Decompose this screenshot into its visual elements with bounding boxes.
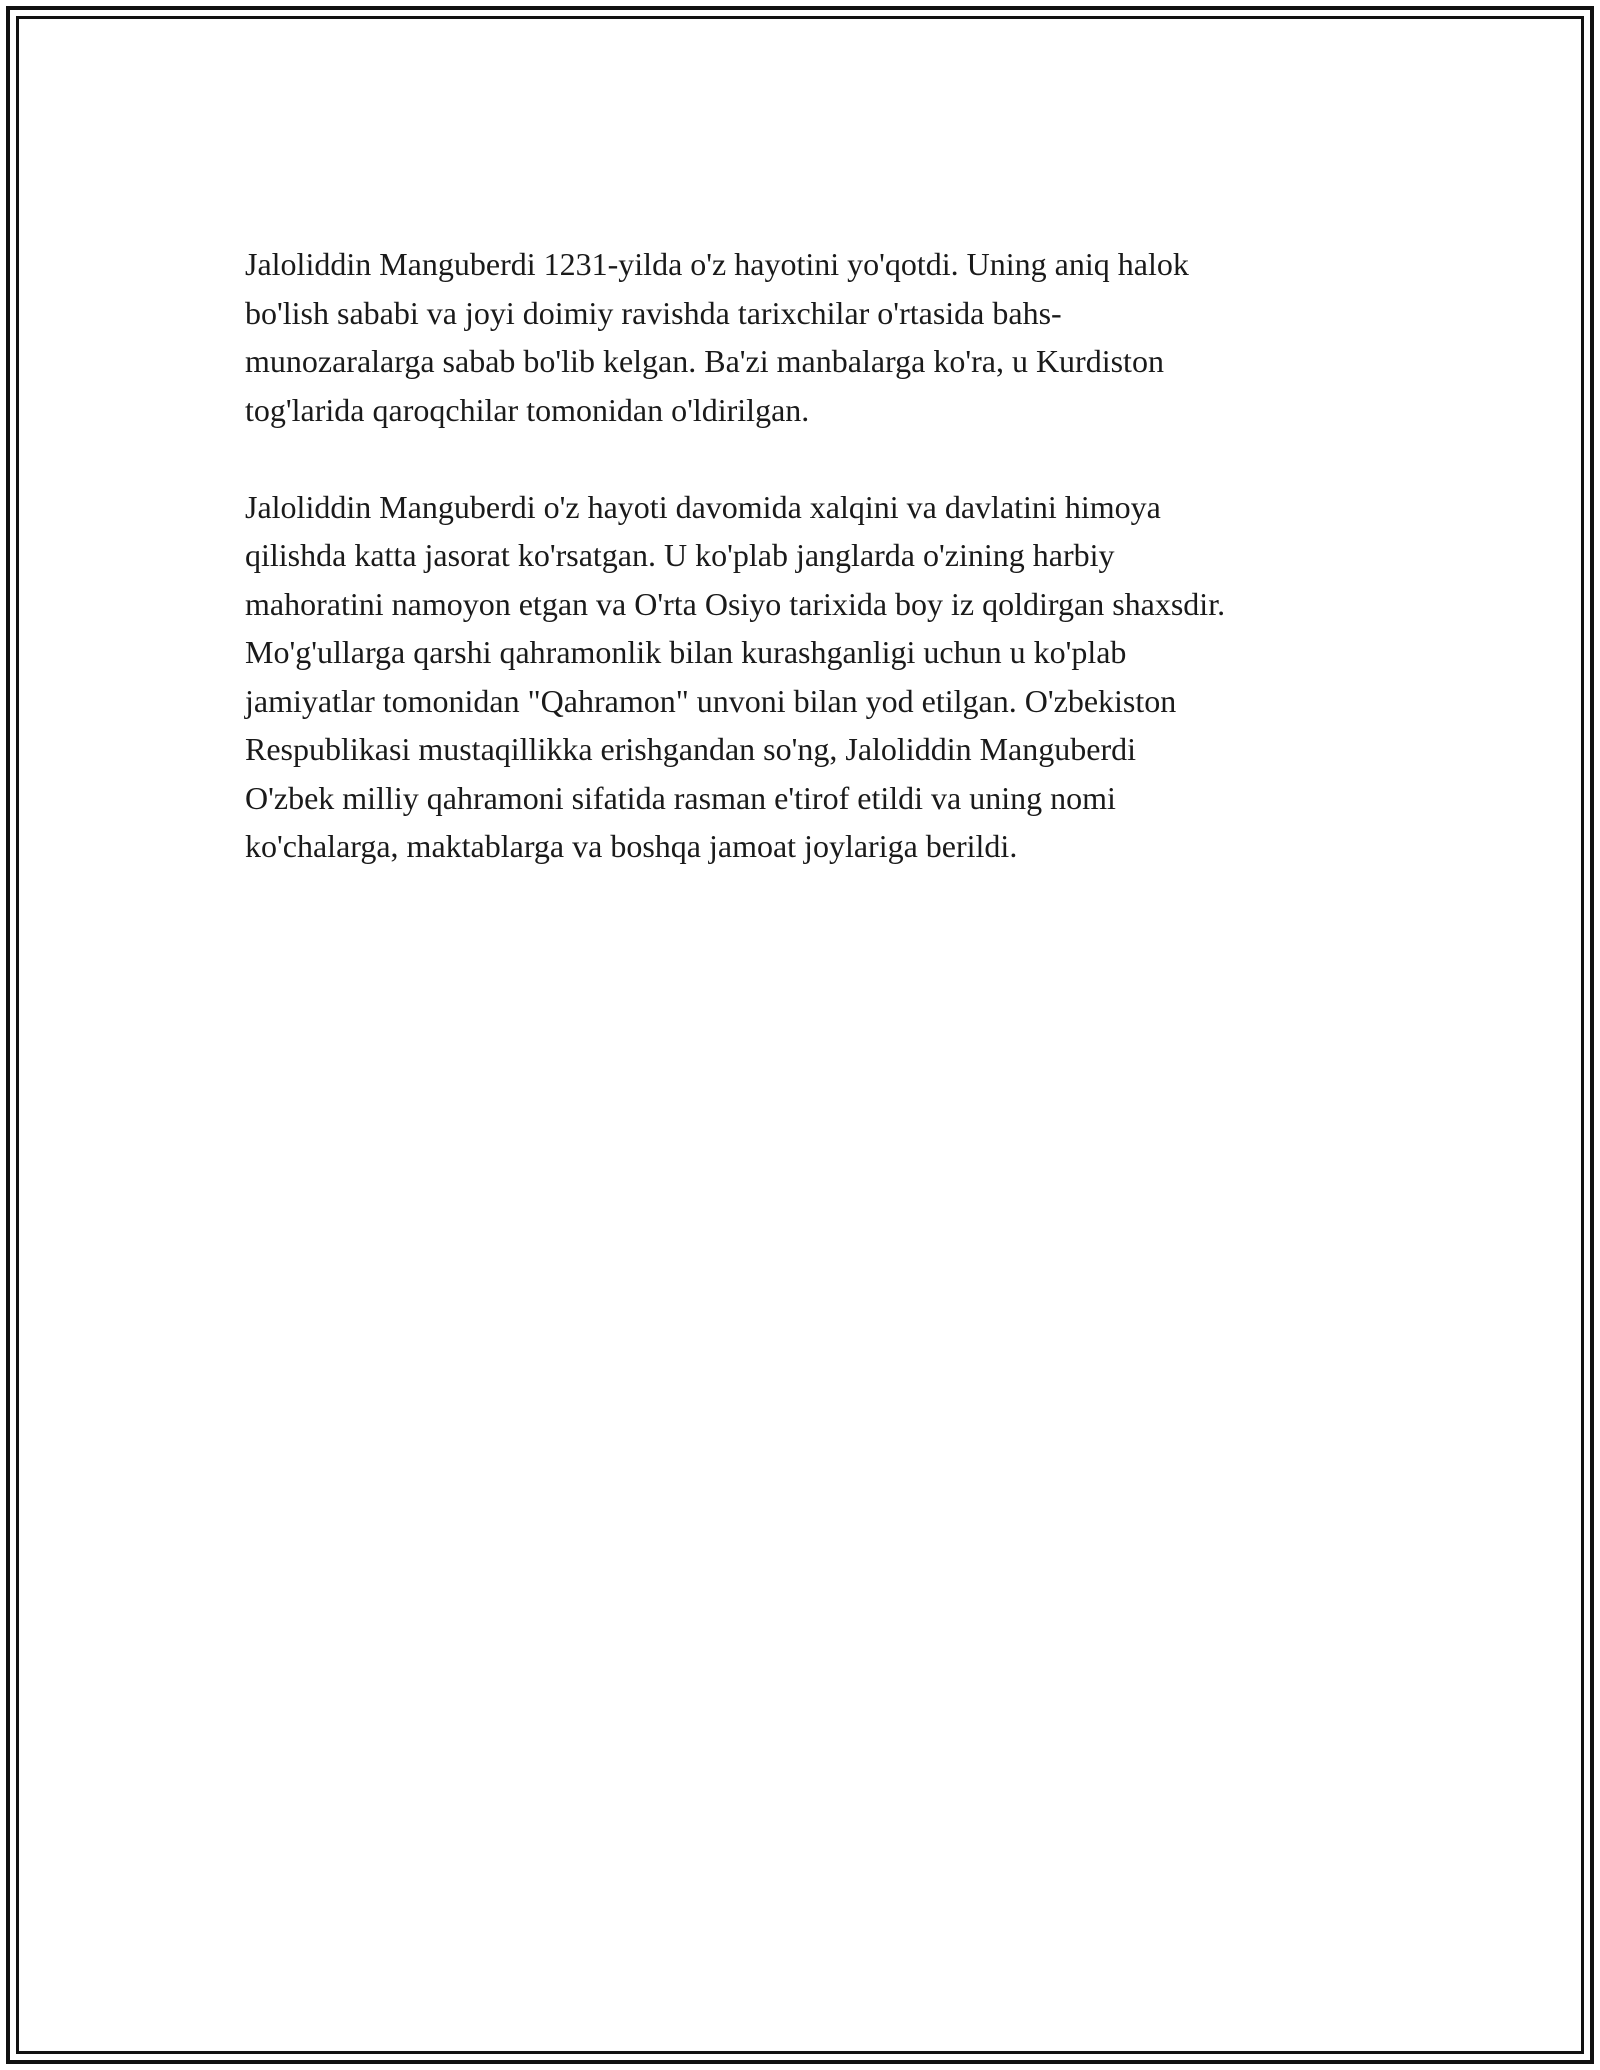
text-line: qilishda katta jasorat ko'rsatgan. U ko'plab janglarda o'zining harbiy — [245, 537, 1115, 573]
text-line: tog'larida qaroqchilar tomonidan o'ldirilgan. — [245, 391, 810, 428]
text-line: Mo'g'ullarga qarshi qahramonlik bilan kurashganligi uchun u ko'plab — [245, 634, 1127, 670]
text-line: bo'lish sababi va joyi doimiy ravishda tarixchilar o'rtasida bahs- — [245, 294, 1062, 331]
paragraph-legacy — [245, 483, 1405, 871]
text-line: Respublikasi mustaqillikka erishgandan so'ng, Jaloliddin Manguberdi — [245, 731, 1136, 767]
paragraph-death — [245, 240, 1405, 434]
text-line: jamiyatlar tomonidan "Qahramon" unvoni bilan yod etilgan. O'zbekiston — [245, 682, 1177, 719]
text-line: Jaloliddin Manguberdi o'z hayoti davomida xalqini va davlatini himoya — [245, 488, 1161, 525]
text-line: O'zbek milliy qahramoni sifatida rasman e'tirof etildi va uning nomi — [245, 779, 1116, 816]
text-line: munozaralarga sabab bo'lib kelgan. Ba'zi manbalarga ko'ra, u Kurdiston — [245, 343, 1164, 379]
text-line: ko'chalarga, maktablarga va boshqa jamoat joylariga berildi. — [245, 828, 1018, 864]
page-border — [6, 6, 1594, 2064]
document-body — [245, 240, 1405, 919]
text-line: Jaloliddin Manguberdi 1231-yilda o'z hayotini yo'qotdi. Uning aniq halok — [245, 246, 1189, 282]
text-line: mahoratini namoyon etgan va O'rta Osiyo tarixida boy iz qoldirgan shaxsdir. — [245, 585, 1226, 622]
